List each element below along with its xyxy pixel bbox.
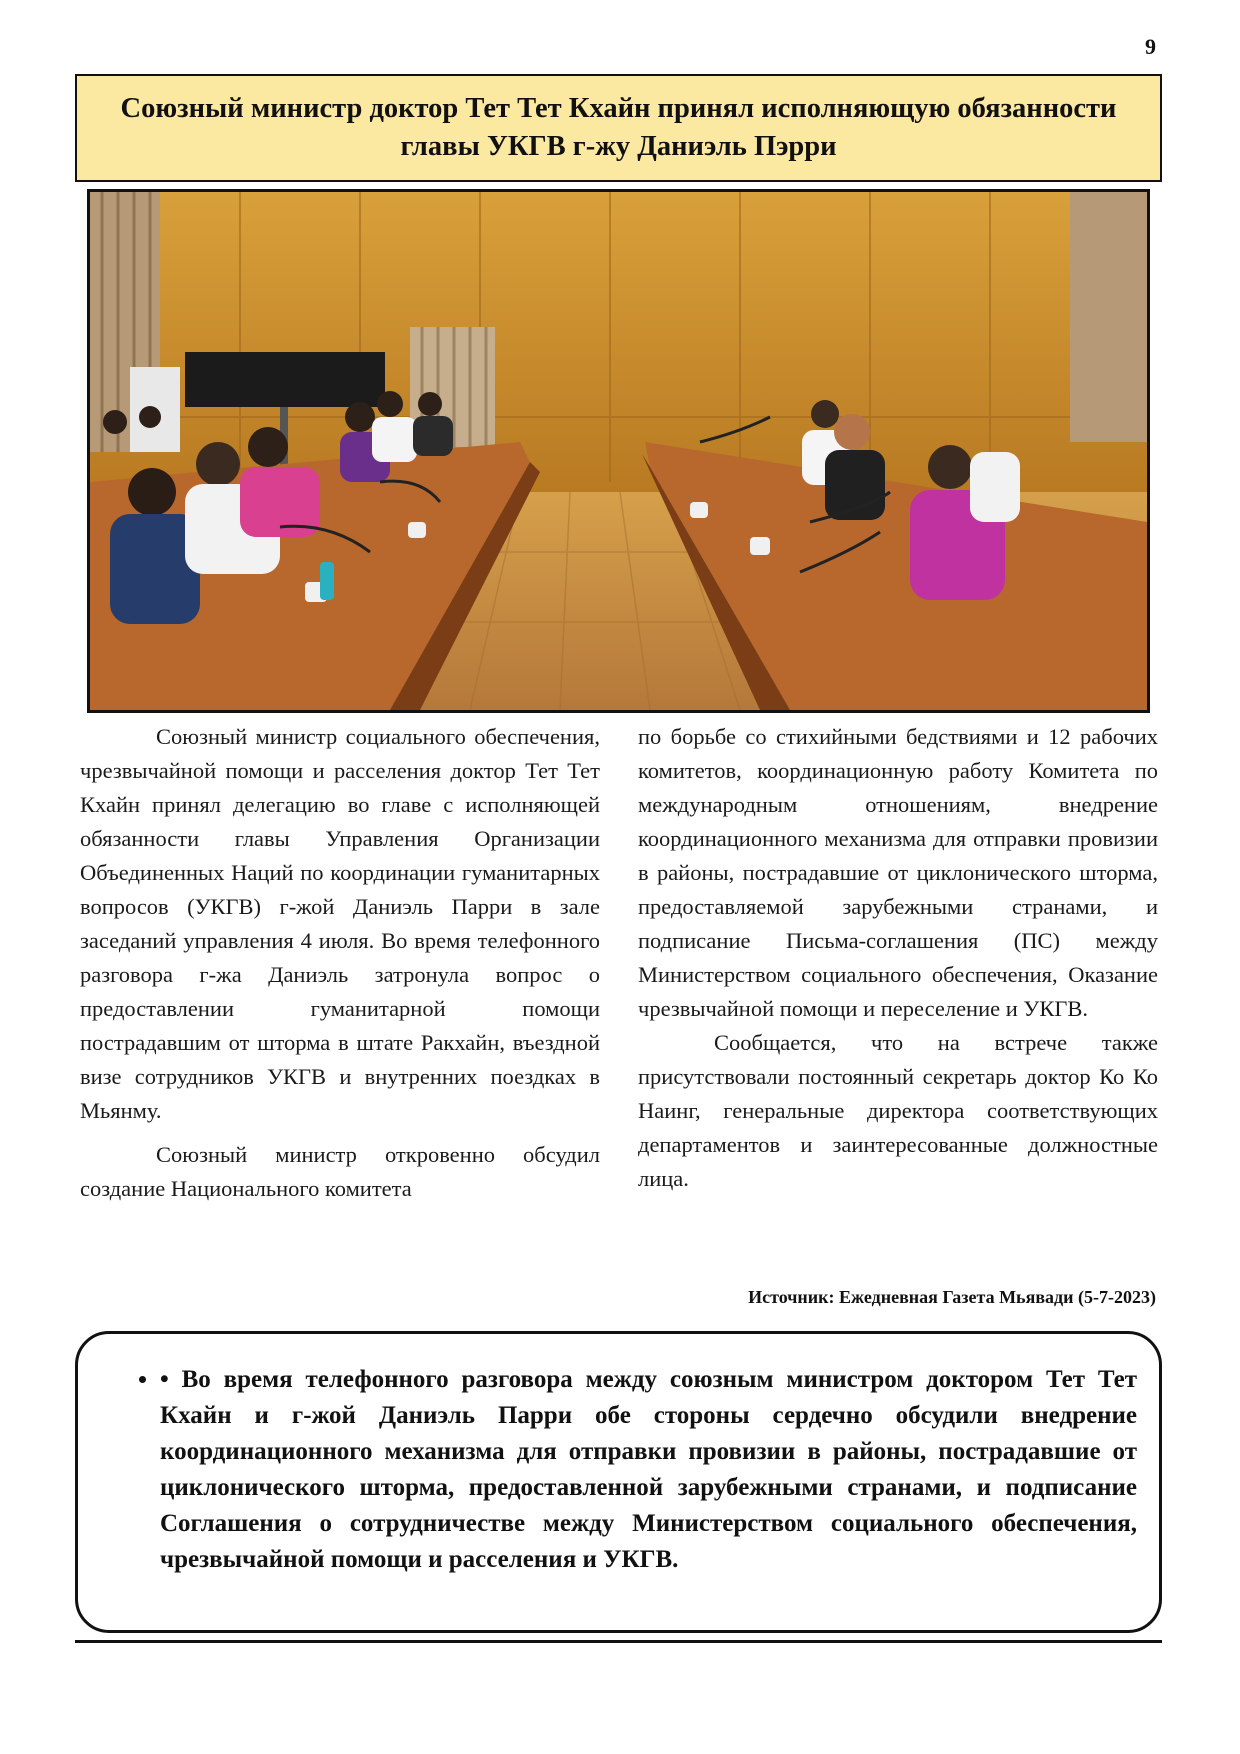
summary-box <box>75 1331 1162 1633</box>
summary-list <box>100 1362 1137 1578</box>
source-citation: Источник: Ежедневная Газета Мьявади (5-7-2023) <box>748 1287 1156 1307</box>
article-paragraph: Союзный министр откровенно обсудил создание Национального комитета <box>80 1142 600 1201</box>
bottom-divider <box>75 1640 1162 1643</box>
meeting-room-illustration <box>90 192 1147 710</box>
headline-box <box>75 74 1162 182</box>
meeting-photo <box>87 189 1150 713</box>
article-paragraph: по борьбе со стихийными бедствиями и 12 рабочих комитетов, координационную работу Комитета по международным отношениям, внедрение координационного механизма для отправки провизии в районы, пострадавшие от циклонического шторма, предоставляемой зарубежными странами, и подписание Письма-соглашения (ПС) между Министерством социального обеспечения, Оказание чрезвычайной помощи и переселение и УКГВ. <box>638 724 1158 1021</box>
summary-bullet: • • Во время телефонного разговора между союзным министром доктором Тет Тет Кхайн и г-жой Даниэль Парри обе стороны сердечно обсудили внедрение координационного механизма для отправки провизии в районы, пострадавшие от циклонического шторма, предоставленной зарубежными странами, и подписание Соглашения о сотрудничестве между Министерством социального обеспечения, чрезвычайной помощи и расселения и УКГВ. <box>160 1362 1137 1578</box>
article-paragraph: Союзный министр социального обеспечения, чрезвычайной помощи и расселения доктор Тет Тет Кхайн принял делегацию во главе с исполняющей обязанности главы Управления Организации Объединенных Наций по координации гуманитарных вопросов (УКГВ) г-жой Даниэль Парри в зале заседаний управления 4 июля. Во время телефонного разговора г-жа Даниэль затронула вопрос о предоставлении гуманитарной помощи пострадавшим от шторма в штате Ракхайн, въездной визе сотрудников УКГВ и внутренних поездках в Мьянму. <box>80 724 600 1123</box>
article-right-column <box>638 720 1158 1196</box>
article-left-column <box>80 720 600 1206</box>
article-paragraph: Сообщается, что на встрече также присутствовали постоянный секретарь доктор Ко Ко Наинг, генеральные директора соответствующих департаментов и заинтересованные должностные лица. <box>638 1030 1158 1191</box>
headline: Союзный министр доктор Тет Тет Кхайн принял исполняющую обязанности главы УКГВ г-жу Даниэль Пэрри <box>120 93 1117 162</box>
page-number: 9 <box>1145 34 1156 59</box>
